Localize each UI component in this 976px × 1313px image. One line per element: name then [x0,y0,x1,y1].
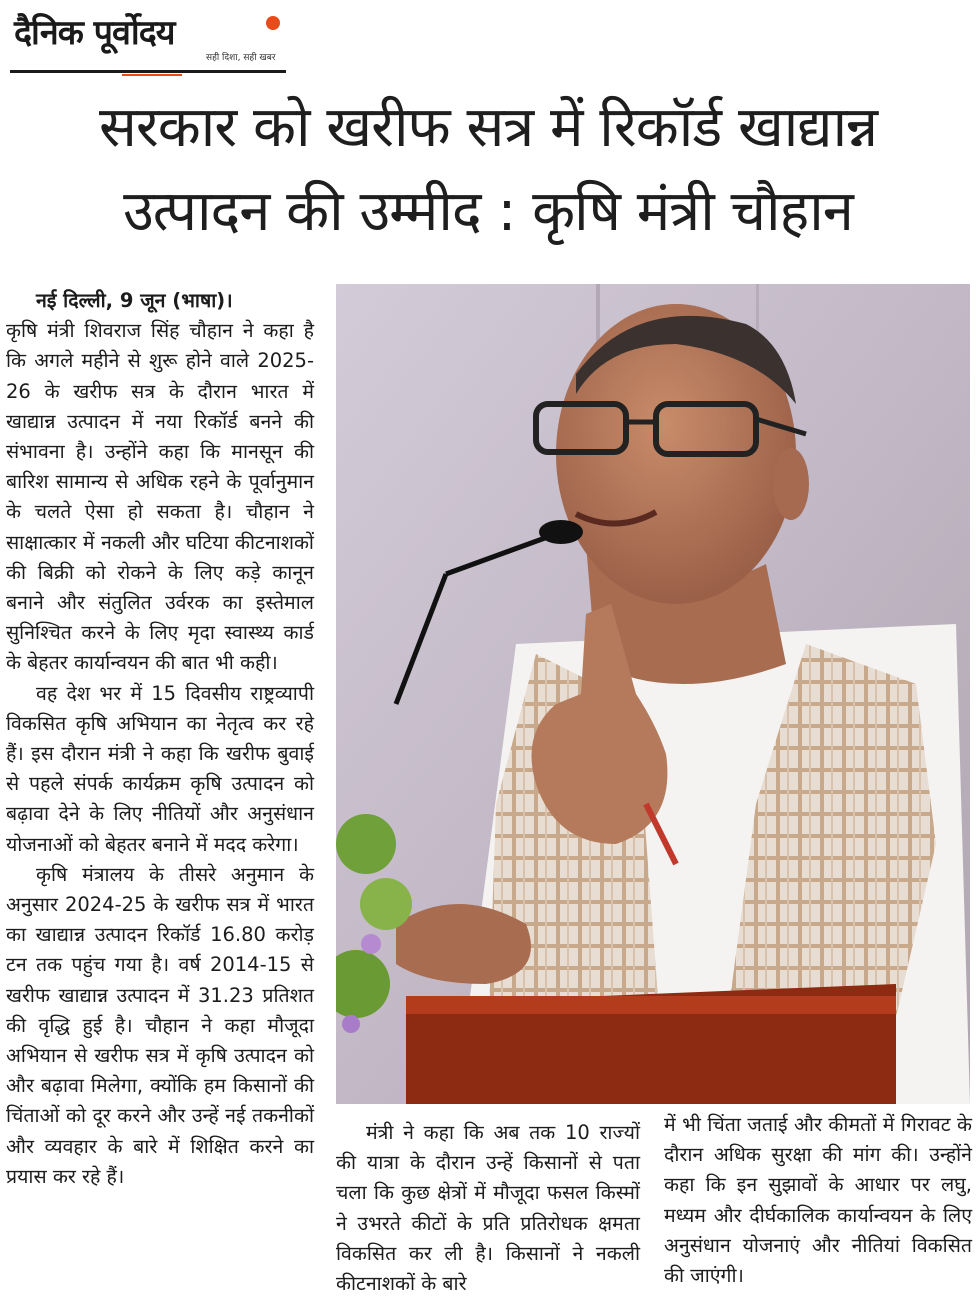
headline-line-1: सरकार को खरीफ सत्र में रिकॉर्ड खाद्यान्न [98,95,878,160]
article-paragraph-2: वह देश भर में 15 दिवसीय राष्ट्रव्यापी विकसित कृषि अभियान का नेतृत्व कर रहे हैं। इस दौरान मंत्री ने कहा कि खरीफ बुवाई से पहले संपर्क कार्यक्रम कृषि उत्पादन को बढ़ावा देने के लिए नीतियों और अनुसंधान योजनाओं को बेहतर बनाने में मदद करेगा। [6,681,314,856]
article-paragraph-1: कृषि मंत्री शिवराज सिंह चौहान ने कहा है कि अगले महीने से शुरू होने वाले 2025-26 के खरीफ सत्र के दौरान भारत में खाद्यान्न उत्पादन में नया रिकॉर्ड बनने की संभावना है। उन्होंने कहा कि मानसून की बारिश सामान्य से अधिक रहने के पूर्वानुमान के चलते ऐसा हो सकता है। चौहान ने साक्षात्कार में नकली और घटिया कीटनाशकों की बिक्री को रोकने के लिए कड़े कानून बनाने और संतुलित उर्वरक का इस्तेमाल सुनिश्चित करने के लिए मृदा स्वास्थ्य कार्ड के बेहतर कार्यान्वयन की बात भी कही। [6,319,314,675]
headline-line-2: उत्पादन की उम्मीद : कृषि मंत्री चौहान [123,179,853,244]
headline [0,86,976,254]
newspaper-tagline: सही दिशा, सही खबर [206,53,276,63]
minister-speaking-photo-icon [336,284,970,1104]
article-column-middle [336,1118,640,1299]
article-column-right [664,1110,972,1291]
article-column-left [6,286,314,1192]
masthead-rule [10,70,286,73]
masthead-dot-icon [266,16,280,30]
article-paragraph-5: में भी चिंता जताई और कीमतों में गिरावट के दौरान अधिक सुरक्षा की मांग की। उन्होंने कहा कि इन सुझावों के आधार पर लघु, मध्यम और दीर्घकालिक कार्यान्वयन के लिए अनुसंधान योजनाएं और नीतियां विकसित की जाएंगी। [664,1113,972,1288]
article-paragraph-3: कृषि मंत्रालय के तीसरे अनुमान के अनुसार 2024-25 के खरीफ सत्र में भारत का खाद्यान्न उत्पादन रिकॉर्ड 16.80 करोड़ टन तक पहुंच गया है। वर्ष 2014-15 से खरीफ खाद्यान्न उत्पादन में 31.23 प्रतिशत की वृद्धि हुई है। चौहान ने कहा मौजूदा अभियान से खरीफ सत्र में कृषि उत्पादन को और बढ़ावा मिलेगा, क्योंकि हम किसानों की चिंताओं को दूर करने और उन्हें नई तकनीकों और व्यवहार के बारे में शिक्षित करने का प्रयास कर रहे हैं। [6,862,314,1188]
dateline: नई दिल्ली, 9 जून (भाषा)। [36,289,233,312]
masthead-accent-rule [122,74,182,76]
newspaper-name: दैनिक पूर्वोदय [14,13,175,53]
article-paragraph-4: मंत्री ने कहा कि अब तक 10 राज्यों की यात्रा के दौरान उन्हें किसानों से पता चला कि कुछ क्षेत्रों में मौजूदा फसल किस्मों ने उभरते कीटों के प्रति प्रतिरोधक क्षमता विकसित कर ली है। किसानों ने नकली कीटनाशकों के बारे [336,1121,640,1296]
minister-photo [336,284,970,1104]
masthead [10,6,286,72]
